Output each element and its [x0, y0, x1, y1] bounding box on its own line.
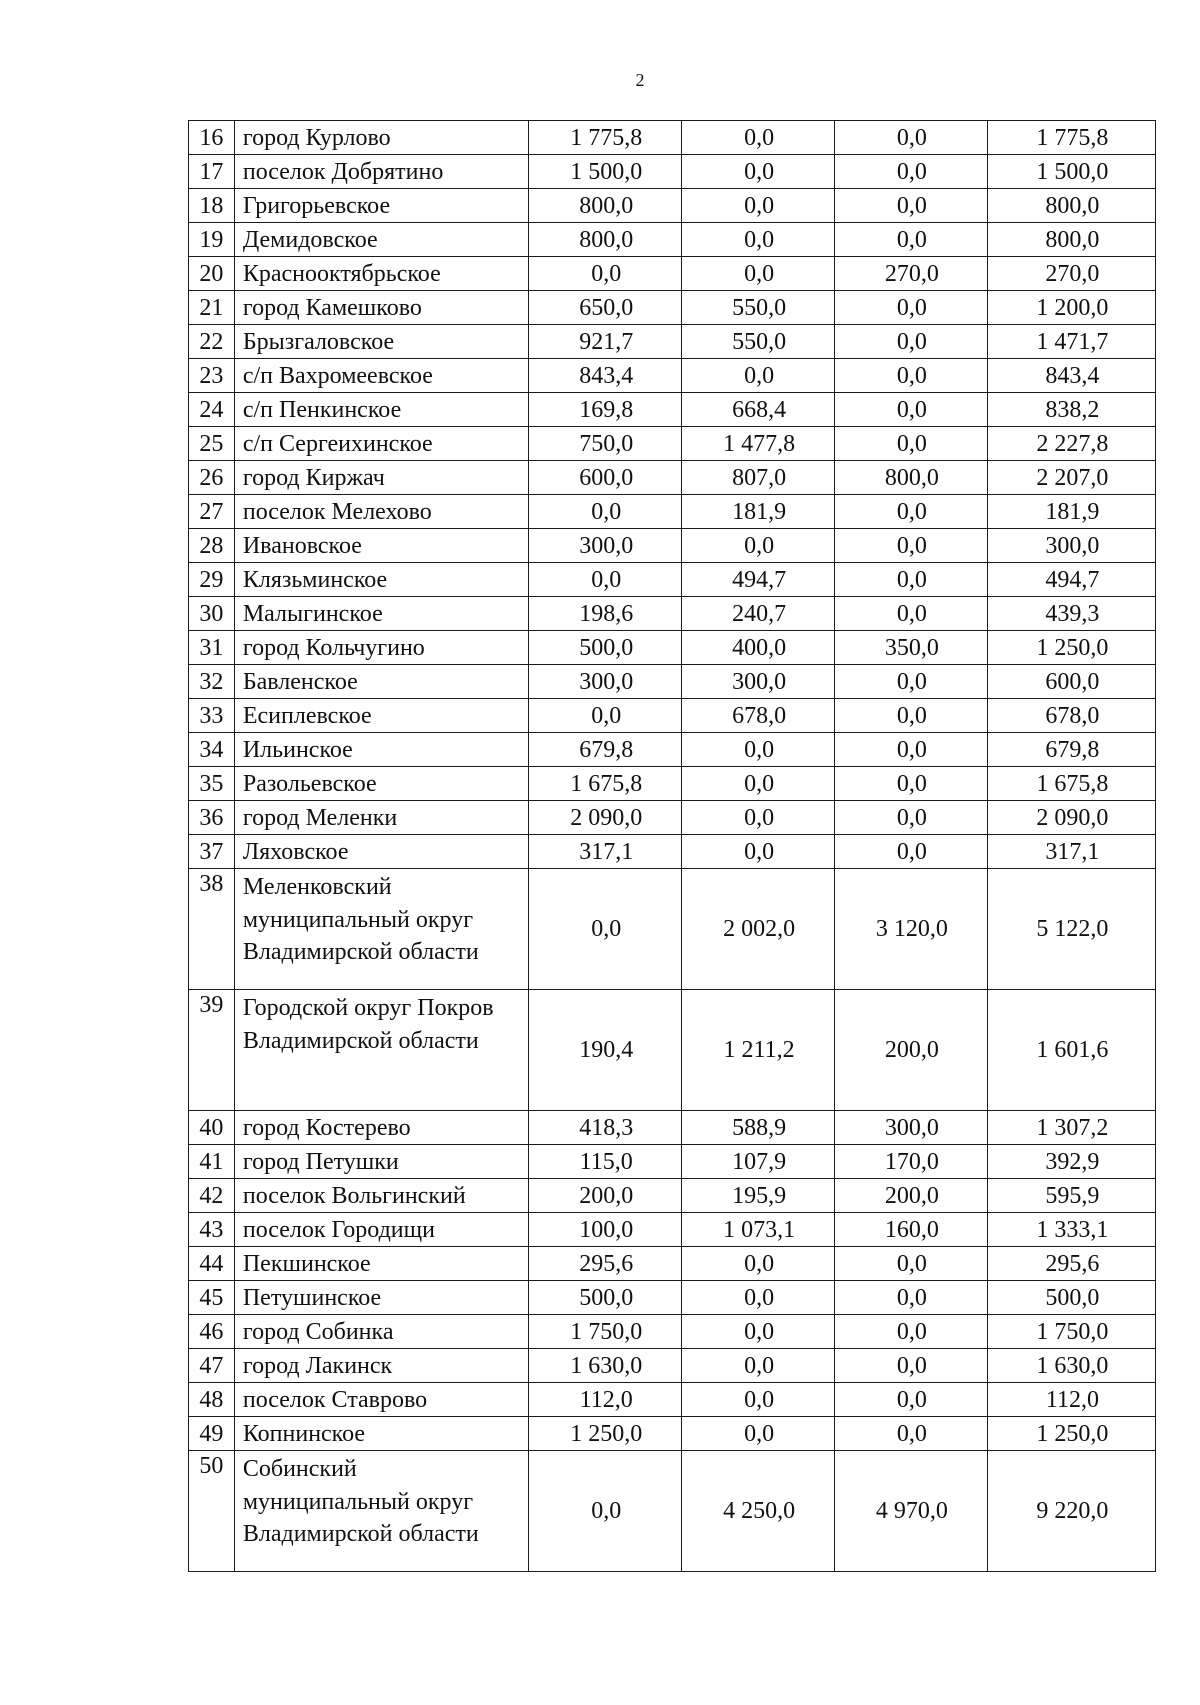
- value-1-cell: 0,0: [529, 495, 682, 529]
- row-number-cell: 31: [189, 631, 235, 665]
- value-3-cell: 0,0: [835, 699, 988, 733]
- value-2-cell: 400,0: [682, 631, 835, 665]
- value-3-cell: 0,0: [835, 1417, 988, 1451]
- value-1-cell: 800,0: [529, 223, 682, 257]
- municipality-name-cell: город Камешково: [234, 291, 528, 325]
- value-3-cell: 0,0: [835, 1383, 988, 1417]
- value-2-cell: 0,0: [682, 835, 835, 869]
- value-3-cell: 0,0: [835, 529, 988, 563]
- total-cell: 270,0: [987, 257, 1155, 291]
- table-row: [189, 597, 1156, 631]
- value-2-cell: 0,0: [682, 257, 835, 291]
- page-number: 2: [635, 70, 645, 90]
- value-3-cell: 300,0: [835, 1111, 988, 1145]
- municipality-name-cell: Клязьминское: [234, 563, 528, 597]
- total-cell: 1 250,0: [987, 631, 1155, 665]
- municipality-name-cell: город Петушки: [234, 1145, 528, 1179]
- municipality-name-cell: Бавленское: [234, 665, 528, 699]
- value-1-cell: 300,0: [529, 665, 682, 699]
- value-2-cell: 0,0: [682, 801, 835, 835]
- table-row: [189, 699, 1156, 733]
- value-1-cell: 650,0: [529, 291, 682, 325]
- value-1-cell: 0,0: [529, 563, 682, 597]
- value-3-cell: 350,0: [835, 631, 988, 665]
- municipality-name-cell: город Собинка: [234, 1315, 528, 1349]
- value-3-cell: 0,0: [835, 393, 988, 427]
- total-cell: 2 207,0: [987, 461, 1155, 495]
- row-number-cell: 33: [189, 699, 235, 733]
- municipality-name-cell: Малыгинское: [234, 597, 528, 631]
- value-2-cell: 550,0: [682, 325, 835, 359]
- table-body: [189, 121, 1156, 1572]
- table-row: [189, 223, 1156, 257]
- municipality-name-cell: Ляховское: [234, 835, 528, 869]
- table-row: [189, 1349, 1156, 1383]
- total-cell: 838,2: [987, 393, 1155, 427]
- value-1-cell: 169,8: [529, 393, 682, 427]
- allocation-table: [188, 120, 1156, 1572]
- value-2-cell: 807,0: [682, 461, 835, 495]
- table-row: [189, 733, 1156, 767]
- value-3-cell: 0,0: [835, 733, 988, 767]
- row-number-cell: 16: [189, 121, 235, 155]
- total-cell: 1 601,6: [987, 990, 1155, 1111]
- total-cell: 500,0: [987, 1281, 1155, 1315]
- value-3-cell: 0,0: [835, 665, 988, 699]
- value-1-cell: 112,0: [529, 1383, 682, 1417]
- value-3-cell: 0,0: [835, 597, 988, 631]
- row-number-cell: 45: [189, 1281, 235, 1315]
- value-2-cell: 0,0: [682, 121, 835, 155]
- value-3-cell: 0,0: [835, 427, 988, 461]
- row-number-cell: 22: [189, 325, 235, 359]
- total-cell: 1 750,0: [987, 1315, 1155, 1349]
- value-2-cell: 0,0: [682, 155, 835, 189]
- municipality-name-cell: с/п Вахромеевское: [234, 359, 528, 393]
- municipality-name-cell: город Лакинск: [234, 1349, 528, 1383]
- table-row: [189, 1383, 1156, 1417]
- value-1-cell: 500,0: [529, 1281, 682, 1315]
- total-cell: 439,3: [987, 597, 1155, 631]
- value-2-cell: 0,0: [682, 733, 835, 767]
- table-row: [189, 1247, 1156, 1281]
- value-3-cell: 0,0: [835, 1281, 988, 1315]
- table-row: [189, 1145, 1156, 1179]
- value-2-cell: 181,9: [682, 495, 835, 529]
- total-cell: 843,4: [987, 359, 1155, 393]
- table-row: [189, 189, 1156, 223]
- table-row: [189, 767, 1156, 801]
- row-number-cell: 42: [189, 1179, 235, 1213]
- total-cell: 1 200,0: [987, 291, 1155, 325]
- table-row: [189, 325, 1156, 359]
- row-number-cell: 48: [189, 1383, 235, 1417]
- value-1-cell: 679,8: [529, 733, 682, 767]
- value-1-cell: 418,3: [529, 1111, 682, 1145]
- value-3-cell: 4 970,0: [835, 1451, 988, 1572]
- table-row: [189, 393, 1156, 427]
- row-number-cell: 28: [189, 529, 235, 563]
- value-3-cell: 0,0: [835, 291, 988, 325]
- table-row: [189, 1179, 1156, 1213]
- municipality-name-cell: поселок Вольгинский: [234, 1179, 528, 1213]
- table-row: [189, 869, 1156, 990]
- row-number-cell: 17: [189, 155, 235, 189]
- table-row: [189, 1281, 1156, 1315]
- value-2-cell: 550,0: [682, 291, 835, 325]
- value-3-cell: 0,0: [835, 189, 988, 223]
- table-row: [189, 1213, 1156, 1247]
- table-row: [189, 291, 1156, 325]
- total-cell: 678,0: [987, 699, 1155, 733]
- value-1-cell: 1 775,8: [529, 121, 682, 155]
- row-number-cell: 26: [189, 461, 235, 495]
- value-2-cell: 0,0: [682, 1315, 835, 1349]
- table-row: [189, 1417, 1156, 1451]
- municipality-name-cell: Копнинское: [234, 1417, 528, 1451]
- value-2-cell: 195,9: [682, 1179, 835, 1213]
- value-1-cell: 200,0: [529, 1179, 682, 1213]
- value-3-cell: 200,0: [835, 990, 988, 1111]
- total-cell: 494,7: [987, 563, 1155, 597]
- row-number-cell: 50: [189, 1451, 235, 1572]
- value-2-cell: 1 073,1: [682, 1213, 835, 1247]
- value-3-cell: 200,0: [835, 1179, 988, 1213]
- value-1-cell: 800,0: [529, 189, 682, 223]
- row-number-cell: 44: [189, 1247, 235, 1281]
- total-cell: 2 227,8: [987, 427, 1155, 461]
- value-2-cell: 107,9: [682, 1145, 835, 1179]
- total-cell: 295,6: [987, 1247, 1155, 1281]
- total-cell: 2 090,0: [987, 801, 1155, 835]
- table-row: [189, 121, 1156, 155]
- value-2-cell: 494,7: [682, 563, 835, 597]
- row-number-cell: 46: [189, 1315, 235, 1349]
- value-1-cell: 0,0: [529, 257, 682, 291]
- value-3-cell: 0,0: [835, 495, 988, 529]
- value-1-cell: 1 675,8: [529, 767, 682, 801]
- value-1-cell: 500,0: [529, 631, 682, 665]
- table-row: [189, 835, 1156, 869]
- municipality-name-cell: с/п Сергеихинское: [234, 427, 528, 461]
- value-2-cell: 0,0: [682, 189, 835, 223]
- municipality-name-cell: город Киржач: [234, 461, 528, 495]
- municipality-name-cell: поселок Мелехово: [234, 495, 528, 529]
- table-row: [189, 1315, 1156, 1349]
- value-1-cell: 115,0: [529, 1145, 682, 1179]
- total-cell: 679,8: [987, 733, 1155, 767]
- value-1-cell: 0,0: [529, 1451, 682, 1572]
- municipality-name-cell: Брызгаловское: [234, 325, 528, 359]
- row-number-cell: 36: [189, 801, 235, 835]
- value-1-cell: 198,6: [529, 597, 682, 631]
- row-number-cell: 21: [189, 291, 235, 325]
- value-3-cell: 0,0: [835, 325, 988, 359]
- total-cell: 1 471,7: [987, 325, 1155, 359]
- total-cell: 1 250,0: [987, 1417, 1155, 1451]
- value-2-cell: 0,0: [682, 529, 835, 563]
- total-cell: 800,0: [987, 189, 1155, 223]
- municipality-name-cell: Меленковский муниципальный округ Владимирской области: [234, 869, 528, 990]
- value-3-cell: 0,0: [835, 767, 988, 801]
- value-2-cell: 2 002,0: [682, 869, 835, 990]
- row-number-cell: 39: [189, 990, 235, 1111]
- value-1-cell: 1 500,0: [529, 155, 682, 189]
- table-row: [189, 1451, 1156, 1572]
- municipality-name-cell: город Костерево: [234, 1111, 528, 1145]
- value-3-cell: 270,0: [835, 257, 988, 291]
- municipality-name-cell: поселок Ставрово: [234, 1383, 528, 1417]
- row-number-cell: 23: [189, 359, 235, 393]
- value-1-cell: 1 630,0: [529, 1349, 682, 1383]
- total-cell: 5 122,0: [987, 869, 1155, 990]
- table-row: [189, 631, 1156, 665]
- value-2-cell: 588,9: [682, 1111, 835, 1145]
- table-row: [189, 427, 1156, 461]
- row-number-cell: 25: [189, 427, 235, 461]
- municipality-name-cell: Есиплевское: [234, 699, 528, 733]
- table-row: [189, 990, 1156, 1111]
- value-3-cell: 0,0: [835, 1247, 988, 1281]
- value-3-cell: 160,0: [835, 1213, 988, 1247]
- total-cell: 1 307,2: [987, 1111, 1155, 1145]
- value-2-cell: 0,0: [682, 1383, 835, 1417]
- value-1-cell: 921,7: [529, 325, 682, 359]
- value-1-cell: 317,1: [529, 835, 682, 869]
- row-number-cell: 35: [189, 767, 235, 801]
- value-3-cell: 3 120,0: [835, 869, 988, 990]
- municipality-name-cell: Разольевское: [234, 767, 528, 801]
- value-2-cell: 0,0: [682, 359, 835, 393]
- row-number-cell: 49: [189, 1417, 235, 1451]
- value-2-cell: 0,0: [682, 223, 835, 257]
- municipality-name-cell: Демидовское: [234, 223, 528, 257]
- row-number-cell: 41: [189, 1145, 235, 1179]
- row-number-cell: 43: [189, 1213, 235, 1247]
- table-row: [189, 257, 1156, 291]
- value-2-cell: 0,0: [682, 767, 835, 801]
- table-row: [189, 495, 1156, 529]
- total-cell: 1 775,8: [987, 121, 1155, 155]
- total-cell: 300,0: [987, 529, 1155, 563]
- value-3-cell: 800,0: [835, 461, 988, 495]
- table-row: [189, 155, 1156, 189]
- value-2-cell: 1 477,8: [682, 427, 835, 461]
- total-cell: 1 630,0: [987, 1349, 1155, 1383]
- value-3-cell: 170,0: [835, 1145, 988, 1179]
- value-1-cell: 0,0: [529, 699, 682, 733]
- municipality-name-cell: Ильинское: [234, 733, 528, 767]
- value-3-cell: 0,0: [835, 835, 988, 869]
- row-number-cell: 29: [189, 563, 235, 597]
- row-number-cell: 30: [189, 597, 235, 631]
- value-1-cell: 2 090,0: [529, 801, 682, 835]
- total-cell: 181,9: [987, 495, 1155, 529]
- row-number-cell: 24: [189, 393, 235, 427]
- row-number-cell: 38: [189, 869, 235, 990]
- row-number-cell: 18: [189, 189, 235, 223]
- total-cell: 112,0: [987, 1383, 1155, 1417]
- value-1-cell: 300,0: [529, 529, 682, 563]
- total-cell: 9 220,0: [987, 1451, 1155, 1572]
- value-2-cell: 0,0: [682, 1281, 835, 1315]
- total-cell: 392,9: [987, 1145, 1155, 1179]
- value-2-cell: 0,0: [682, 1349, 835, 1383]
- municipality-name-cell: город Кольчугино: [234, 631, 528, 665]
- value-3-cell: 0,0: [835, 801, 988, 835]
- municipality-name-cell: Ивановское: [234, 529, 528, 563]
- table-row: [189, 1111, 1156, 1145]
- value-3-cell: 0,0: [835, 563, 988, 597]
- total-cell: 1 500,0: [987, 155, 1155, 189]
- total-cell: 1 333,1: [987, 1213, 1155, 1247]
- municipality-name-cell: Городской округ Покров Владимирской области: [234, 990, 528, 1111]
- value-2-cell: 0,0: [682, 1247, 835, 1281]
- row-number-cell: 37: [189, 835, 235, 869]
- municipality-name-cell: Григорьевское: [234, 189, 528, 223]
- municipality-name-cell: Собинский муниципальный округ Владимирской области: [234, 1451, 528, 1572]
- municipality-name-cell: с/п Пенкинское: [234, 393, 528, 427]
- value-2-cell: 678,0: [682, 699, 835, 733]
- municipality-name-cell: Пекшинское: [234, 1247, 528, 1281]
- row-number-cell: 40: [189, 1111, 235, 1145]
- total-cell: 595,9: [987, 1179, 1155, 1213]
- total-cell: 800,0: [987, 223, 1155, 257]
- value-1-cell: 843,4: [529, 359, 682, 393]
- row-number-cell: 32: [189, 665, 235, 699]
- row-number-cell: 27: [189, 495, 235, 529]
- value-2-cell: 1 211,2: [682, 990, 835, 1111]
- municipality-name-cell: город Меленки: [234, 801, 528, 835]
- value-2-cell: 668,4: [682, 393, 835, 427]
- value-1-cell: 295,6: [529, 1247, 682, 1281]
- value-1-cell: 190,4: [529, 990, 682, 1111]
- row-number-cell: 19: [189, 223, 235, 257]
- value-1-cell: 750,0: [529, 427, 682, 461]
- row-number-cell: 20: [189, 257, 235, 291]
- row-number-cell: 47: [189, 1349, 235, 1383]
- municipality-name-cell: Краснооктябрьское: [234, 257, 528, 291]
- total-cell: 317,1: [987, 835, 1155, 869]
- value-1-cell: 0,0: [529, 869, 682, 990]
- value-3-cell: 0,0: [835, 223, 988, 257]
- value-3-cell: 0,0: [835, 359, 988, 393]
- table-row: [189, 665, 1156, 699]
- value-2-cell: 300,0: [682, 665, 835, 699]
- value-2-cell: 240,7: [682, 597, 835, 631]
- table-row: [189, 563, 1156, 597]
- municipality-name-cell: поселок Городищи: [234, 1213, 528, 1247]
- value-1-cell: 1 750,0: [529, 1315, 682, 1349]
- municipality-name-cell: город Курлово: [234, 121, 528, 155]
- municipality-name-cell: поселок Добрятино: [234, 155, 528, 189]
- table-row: [189, 461, 1156, 495]
- municipality-name-cell: Петушинское: [234, 1281, 528, 1315]
- total-cell: 600,0: [987, 665, 1155, 699]
- value-3-cell: 0,0: [835, 155, 988, 189]
- value-1-cell: 600,0: [529, 461, 682, 495]
- value-1-cell: 100,0: [529, 1213, 682, 1247]
- value-3-cell: 0,0: [835, 121, 988, 155]
- table-row: [189, 529, 1156, 563]
- row-number-cell: 34: [189, 733, 235, 767]
- table-row: [189, 801, 1156, 835]
- total-cell: 1 675,8: [987, 767, 1155, 801]
- value-1-cell: 1 250,0: [529, 1417, 682, 1451]
- value-3-cell: 0,0: [835, 1315, 988, 1349]
- value-3-cell: 0,0: [835, 1349, 988, 1383]
- value-2-cell: 4 250,0: [682, 1451, 835, 1572]
- table-row: [189, 359, 1156, 393]
- value-2-cell: 0,0: [682, 1417, 835, 1451]
